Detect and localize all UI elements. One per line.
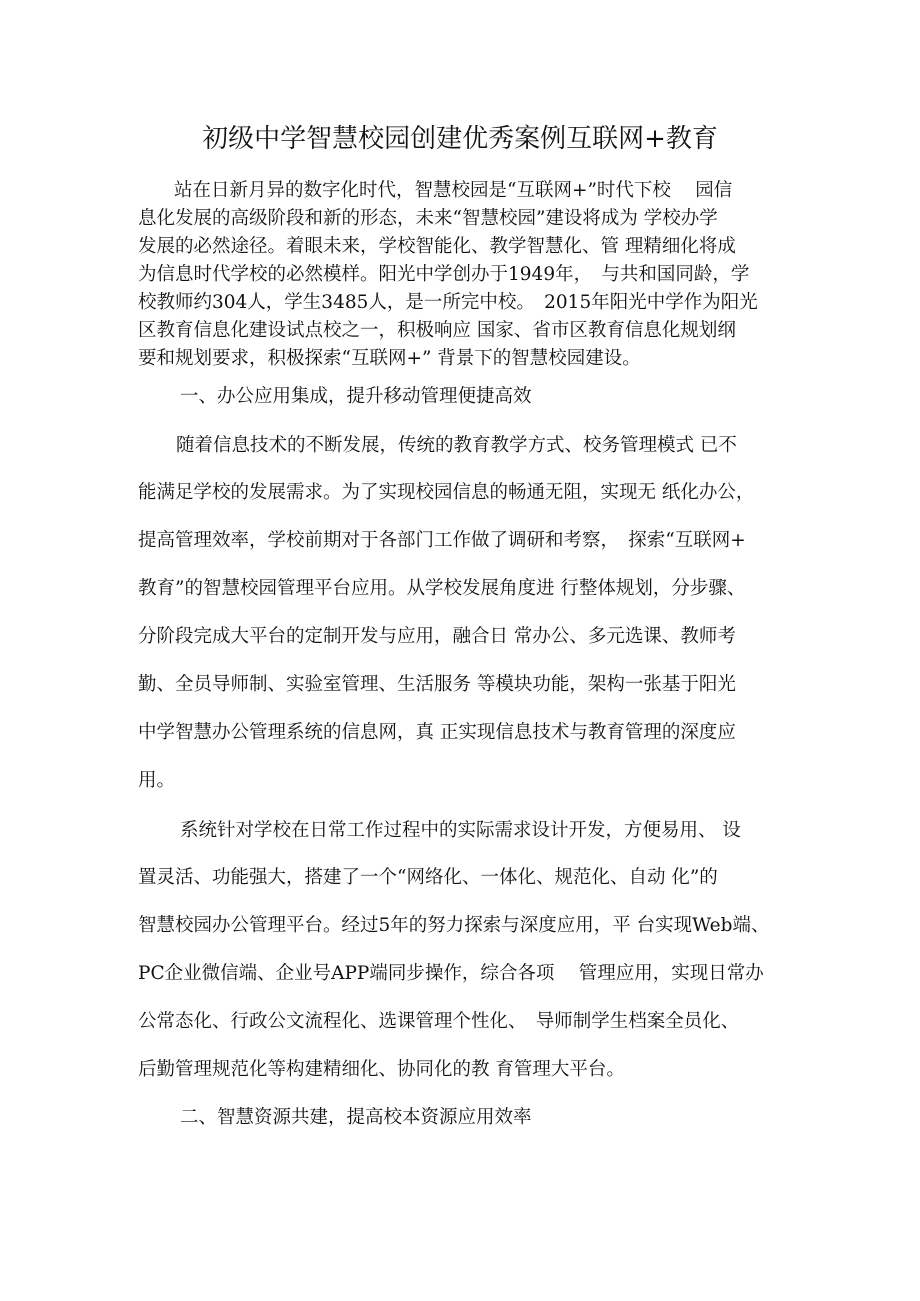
paragraph-line: 公常态化、行政公文流程化、选课管理个性化、 导师制学生档案全员化、 <box>138 1011 740 1032</box>
paragraph-line: 教育”的智慧校园管理平台应用。从学校发展角度进 行整体规划，分步骤、 <box>138 578 746 599</box>
paragraph-line: 站在日新月异的数字化时代，智慧校园是“互联网+”时代下校 园信 <box>174 180 733 201</box>
paragraph-line: PC企业微信端、企业号APP端同步操作，综合各项 管理应用，实现日常办 <box>138 963 764 984</box>
paragraph-line: 后勤管理规范化等构建精细化、协同化的教 育管理大平台。 <box>138 1059 625 1080</box>
paragraph-line: 系统针对学校在日常工作过程中的实际需求设计开发，方便易用、 设 <box>180 820 741 841</box>
paragraph-line: 要和规划要求，积极探索“互联网+” 背景下的智慧校园建设。 <box>138 348 641 369</box>
paragraph-line: 为信息时代学校的必然模样。阳光中学创办于1949年， 与共和国同龄，学 <box>138 264 750 285</box>
paragraph-line: 置灵活、功能强大，搭建了一个“网络化、一体化、规范化、自动 化”的 <box>138 867 718 888</box>
paragraph-line: 发展的必然途径。着眼未来，学校智能化、教学智慧化、管 理精细化将成 <box>138 236 736 257</box>
paragraph-line: 中学智慧办公管理系统的信息网，真 正实现信息技术与教育管理的深度应 <box>138 722 736 743</box>
document-title: 初级中学智慧校园创建优秀案例互联网+教育 <box>202 124 718 154</box>
paragraph-line: 随着信息技术的不断发展，传统的教育教学方式、校务管理模式 已不 <box>176 435 737 456</box>
paragraph-line: 勤、全员导师制、实验室管理、生活服务 等模块功能，架构一张基于阳光 <box>138 674 736 695</box>
section-heading-1: 一、办公应用集成，提升移动管理便捷高效 <box>180 386 532 407</box>
paragraph-line: 分阶段完成大平台的定制开发与应用，融合日 常办公、多元选课、教师考 <box>138 626 736 647</box>
paragraph-line: 区教育信息化建设试点校之一，积极响应 国家、省市区教育信息化规划纲 <box>138 320 736 341</box>
section-heading-2: 二、智慧资源共建，提高校本资源应用效率 <box>180 1107 532 1128</box>
paragraph-line: 提高管理效率，学校前期对于各部门工作做了调研和考察， 探索“互联网+ <box>138 530 746 551</box>
paragraph-line: 用。 <box>138 770 176 791</box>
paragraph-line: 息化发展的高级阶段和新的形态，未来“智慧校园”建设将成为 学校办学 <box>138 208 718 229</box>
paragraph-line: 校教师约304人，学生3485人，是一所完中校。 2015年阳光中学作为阳光 <box>138 292 758 313</box>
paragraph-line: 能满足学校的发展需求。为了实现校园信息的畅通无阻，实现无 纸化办公， <box>138 482 755 503</box>
paragraph-line: 智慧校园办公管理平台。经过5年的努力探索与深度应用，平 台实现Web端、 <box>138 915 770 936</box>
